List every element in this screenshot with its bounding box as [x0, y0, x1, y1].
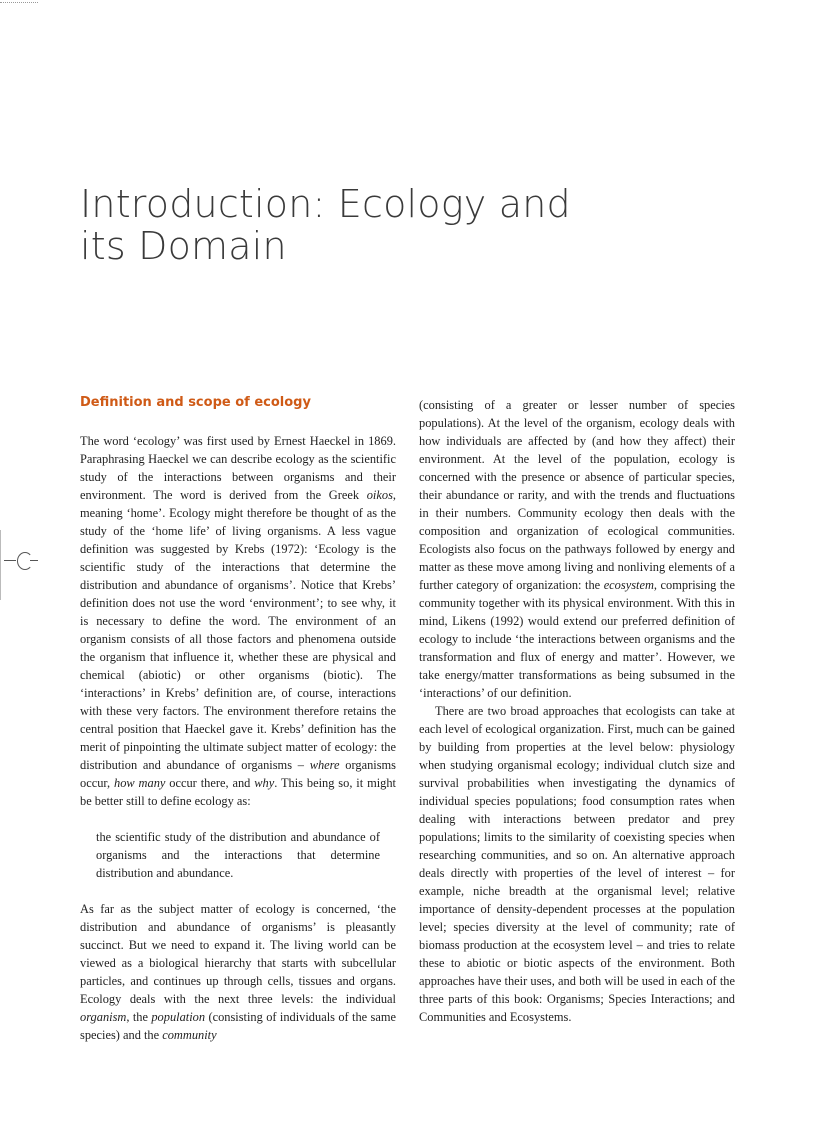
crop-registration-mark	[4, 548, 38, 574]
italic-term-community: community	[162, 1028, 217, 1042]
italic-term-where: where	[309, 758, 340, 772]
text-run: , the	[126, 1010, 152, 1024]
italic-term-how-many: how many	[114, 776, 166, 790]
chapter-title-line-2: its Domain	[80, 224, 287, 268]
crop-mark-left-tick	[4, 560, 16, 561]
text-run: , meaning ‘home’. Ecology might therefore be thought of as the study of the ‘home life’ of living organisms. A less vague definition was suggested by Krebs (1972): ‘Ecology is the scientific study of the interactions that determine the distribution and abundance of organisms’. Notice that Krebs’ definition does not use the word ‘environment’; to see why, it is necessary to define the word. The environment of an organism consists of all those factors and phenomena outside the organism that influence it, whether these are physical and chemical (abiotic) or other organisms (biotic). The ‘interactions’ in Krebs’ definition are, of course, interactions with these very factors. The environment therefore retains the central position that Haeckel gave it. Krebs’ definition has the merit of pinpointing the ultimate subject matter of ecology: the distribution and abundance of organisms –	[80, 488, 396, 772]
italic-term-ecosystem: ecosystem	[603, 578, 654, 592]
text-run: (consisting of a greater or lesser number of species populations). At the level of the organism, ecology deals with how individuals are affected by (and how they affect) their environment. At the level of the population, ecology is concerned with the presence or absence of particular species, their abundance or rarity, and with the trends and fluctuations in their numbers. Community ecology then deals with the composition and organization of ecological communities. Ecologists also focus on the pathways followed by energy and matter as these move among living and nonliving elements of a further category of organization: the	[419, 398, 735, 592]
margin-line	[0, 530, 1, 600]
left-paragraph-2	[80, 900, 396, 1044]
italic-term-why: why	[254, 776, 275, 790]
right-paragraph-1	[419, 396, 735, 702]
text-run: As far as the subject matter of ecology is concerned, ‘the distribution and abundance of organisms’ is pleasantly succinct. But we need to expand it. The living world can be viewed as a biological hierarchy that starts with subcellular particles, and continues up through cells, tissues and organs. Ecology deals with the next three levels: the individual	[80, 902, 396, 1006]
left-column	[80, 396, 396, 1044]
text-run: , comprising the community together with its physical environment. With this in mind, Likens (1992) would extend our preferred definition of ecology to include ‘the interactions between organisms and the transformation and flux of energy and matter’. However, we take energy/matter transformations as being subsumed in the ‘interactions’ of our definition.	[419, 578, 735, 700]
corner-dotted-mark	[0, 0, 38, 3]
chapter-title	[80, 183, 571, 267]
section-heading: Definition and scope of ecology	[80, 395, 311, 410]
text-run: organisms occur,	[80, 758, 396, 790]
crop-mark-right-tick	[30, 560, 38, 561]
italic-term-population: population	[151, 1010, 206, 1024]
heading-spacer	[80, 414, 396, 432]
text-run: occur there, and	[165, 776, 255, 790]
right-column	[419, 396, 735, 1026]
right-paragraph-2: There are two broad approaches that ecologists can take at each level of ecological organization. First, much can be gained by building from properties at the level below: physiology when studying organismal ecology; individual clutch size and survival probabilities when investigating the dynamics of individual species populations; food consumption rates when dealing with interactions between predator and prey populations; limits to the similarity of coexisting species when researching communities, and so on. An alternative approach deals directly with properties of the level of interest – for example, niche breadth at the organismal level; relative importance of density-dependent processes at the population level; species diversity at the level of community; rate of biomass production at the ecosystem level – and tries to relate these to abiotic or biotic aspects of the environment. Both approaches have their uses, and both will be used in each of the three parts of this book: Organisms; Species Interactions; and Communities and Ecosystems.	[419, 704, 735, 1024]
italic-term-oikos: oikos	[366, 488, 393, 502]
text-run: (consisting of individuals of the same species) and the	[80, 1010, 396, 1042]
crop-mark-arc	[17, 552, 33, 570]
definition-quote: the scientific study of the distribution and abundance of organisms and the interactions that determine distribution and abundance.	[96, 830, 380, 880]
chapter-title-line-1: Introduction: Ecology and	[80, 182, 571, 226]
text-run: . This being so, it might be better still to define ecology as:	[80, 776, 396, 808]
text-run: The word ‘ecology’ was first used by Ernest Haeckel in 1869. Paraphrasing Haeckel we can describe ecology as the scientific study of the interactions between organisms and their environment. The word is derived from the Greek	[80, 434, 396, 502]
italic-term-organism: organism	[80, 1010, 127, 1024]
left-paragraph-1	[80, 432, 396, 810]
